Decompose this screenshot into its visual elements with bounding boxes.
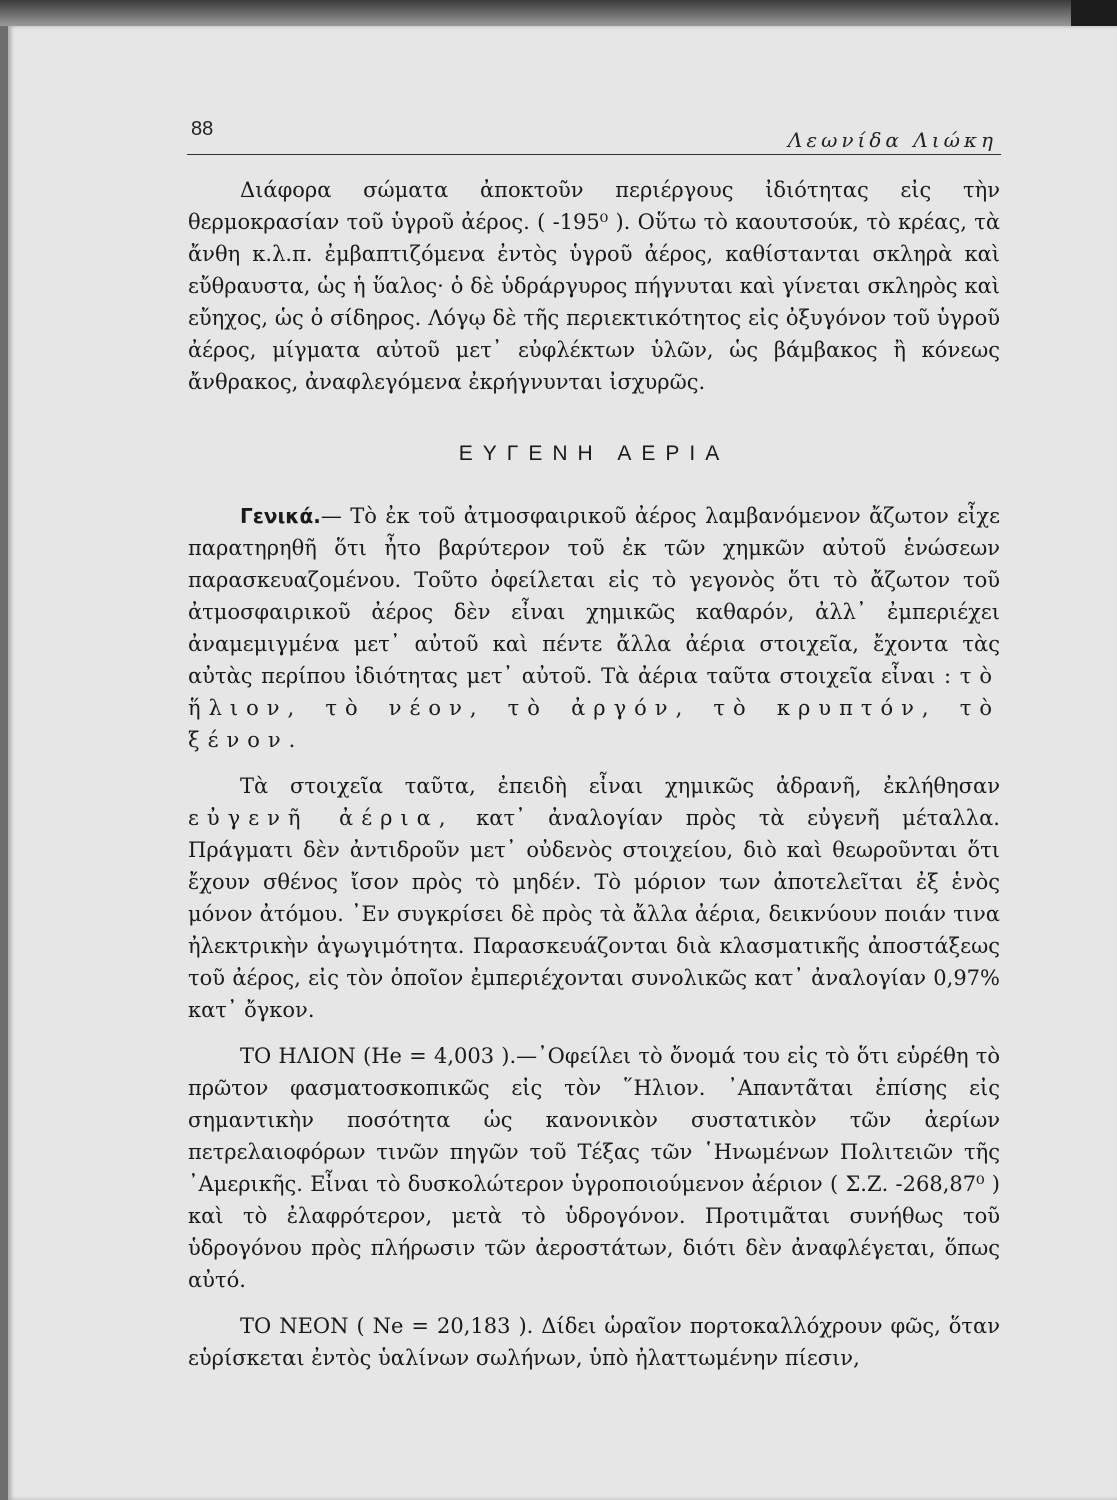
paragraph-noble-gases-end: κατ᾿ ἀναλογίαν πρὸς τὰ εὐγενῆ μέταλλα. Πράγματι δὲν ἀντιδροῦν μετ᾿ οὐδενὸς στοιχείου, διὸ καὶ θεωροῦνται ὅτι ἔχουν σθένος ἴσον πρὸς τὸ μηδέν. Τὸ μόριον των ἀποτελεῖται ἐξ ἑνὸς μόνον ἀτόμου. ᾿Εν συγκρίσει δὲ πρὸς τὰ ἄλλα ἀέρια, δεικνύουν ποιάν τινα ἠλεκτρικὴν ἀγωγιμότητα. Παρασκευάζονται διὰ κλασματικῆς ἀποστάξεως τοῦ ἀέρος, εἰς τὸν ὁποῖον ἐμπεριέχονται συνολικῶς κατ᾿ ἀναλογίαν 0,97% κατ᾿ ὄγκον. <box>188 806 1000 1022</box>
noble-gases-term: εὐγενῆ ἀέρια, <box>188 806 454 830</box>
noble-gas-list: τὸ ἥλιον, τὸ νέον, τὸ ἀργόν, τὸ κρυπτόν, τὸ ξένον. <box>188 664 1000 752</box>
page-number: 88 <box>191 118 214 140</box>
paragraph-neon: ΤΟ ΝΕΟΝ ( Ne = 20,183 ). Δίδει ὡραῖον πορτοκαλλόχρουν φῶς, ὅταν εὑρίσκεται ἐντὸς ὑαλίνων σωλήνων, ὑπὸ ἠλαττωμένην πίεσιν, <box>188 1314 1000 1370</box>
paragraph-general <box>188 500 1000 756</box>
scan-top-shadow <box>0 0 1117 26</box>
paragraph-noble-gases <box>188 770 1000 1026</box>
paragraph-liquid-air: Διάφορα σώματα ἀποκτοῦν περιέργους ἰδιότητας εἰς τὴν θερμοκρασίαν τοῦ ὑγροῦ ἀέρος. ( -195⁰ ). Οὕτω τὸ καουτσούκ, τὸ κρέας, τὰ ἄνθη κ.λ.π. ἐμβαπτιζόμενα ἐντὸς ὑγροῦ ἀέρος, καθίστανται σκληρὰ καὶ εὔθραυστα, ὡς ἡ ὕαλος· ὁ δὲ ὑδράργυρος πήγνυται καὶ γίνεται σκληρὸς καὶ εὔηχος, ὡς ὁ σίδηρος. Λόγῳ δὲ τῆς περιεκτικότητος εἰς ὀξυγόνον τοῦ ὑγροῦ ἀέρος, μίγματα αὐτοῦ μετ᾿ εὐφλέκτων ὑλῶν, ὡς βάμβακος ἢ κόνεως ἄνθρακος, ἀναφλεγόμενα ἐκρήγνυνται ἰσχυρῶς. <box>188 178 1000 394</box>
page-header <box>187 114 1001 155</box>
section-heading: ΕΥΓΕΝΗ ΑΕΡΙΑ <box>458 442 730 465</box>
running-head: Λεωνίδα Λιώκη <box>787 128 997 152</box>
paragraph-helium: ΤΟ ΗΛΙΟΝ (He = 4,003 ).—᾿Οφείλει τὸ ὄνομά του εἰς τὸ ὅτι εὑρέθη τὸ πρῶτον φασματοσκοπικῶς εἰς τὸν ῞Ηλιον. ᾿Απαντᾶται ἐπίσης εἰς σημαντικὴν ποσότητα ὡς κανονικὸν συστατικὸν τῶν ἀερίων πετρελαιοφόρων τινῶν πηγῶν τοῦ Τέξας τῶν ῾Ηνωμένων Πολιτειῶν τῆς ᾿Αμερικῆς. Εἶναι τὸ δυσκολώτερον ὑγροποιούμενον ἀέριον ( Σ.Ζ. -268,87⁰ ) καὶ τὸ ἐλαφρότερον, μετὰ τὸ ὑδρογόνον. Προτιμᾶται συνήθως τοῦ ὑδρογόνου πρὸς πλήρωσιν τῶν ἀεροστάτων, διότι δὲν ἀναφλέγεται, ὅπως αὐτό. <box>188 1044 1000 1292</box>
paragraph-general-text: — Τὸ ἐκ τοῦ ἀτμοσφαιρικοῦ ἀέρος λαμβανόμενον ἄζωτον εἶχε παρατηρηθῆ ὅτι ἦτο βαρύτερον τοῦ ἐκ τῶν χημκῶν αὐτοῦ ἑνώσεων παρασκευαζομένου. Τοῦτο ὀφείλεται εἰς τὸ γεγονὸς ὅτι τὸ ἄζωτον τοῦ ἀτμοσφαιρικοῦ ἀέρος δὲν εἶναι χημικῶς καθαρόν, ἀλλ᾿ ἐμπεριέχει ἀναμεμιγμένα μετ᾿ αὐτοῦ καὶ πέντε ἄλλα ἀέρια στοιχεῖα, ἔχοντα τὰς αὐτὰς περίπου ἰδιότητας μετ᾿ αὐτοῦ. Τὰ ἀέρια ταῦτα στοιχεῖα εἶναι : <box>188 504 1000 688</box>
paragraph-noble-gases-start: Τὰ στοιχεῖα ταῦτα, ἐπειδὴ εἶναι χημικῶς ἀδρανῆ, ἐκλήθησαν <box>240 774 1000 798</box>
body-text <box>188 174 1000 1374</box>
paragraph-lead: Γενικά. <box>240 504 321 528</box>
